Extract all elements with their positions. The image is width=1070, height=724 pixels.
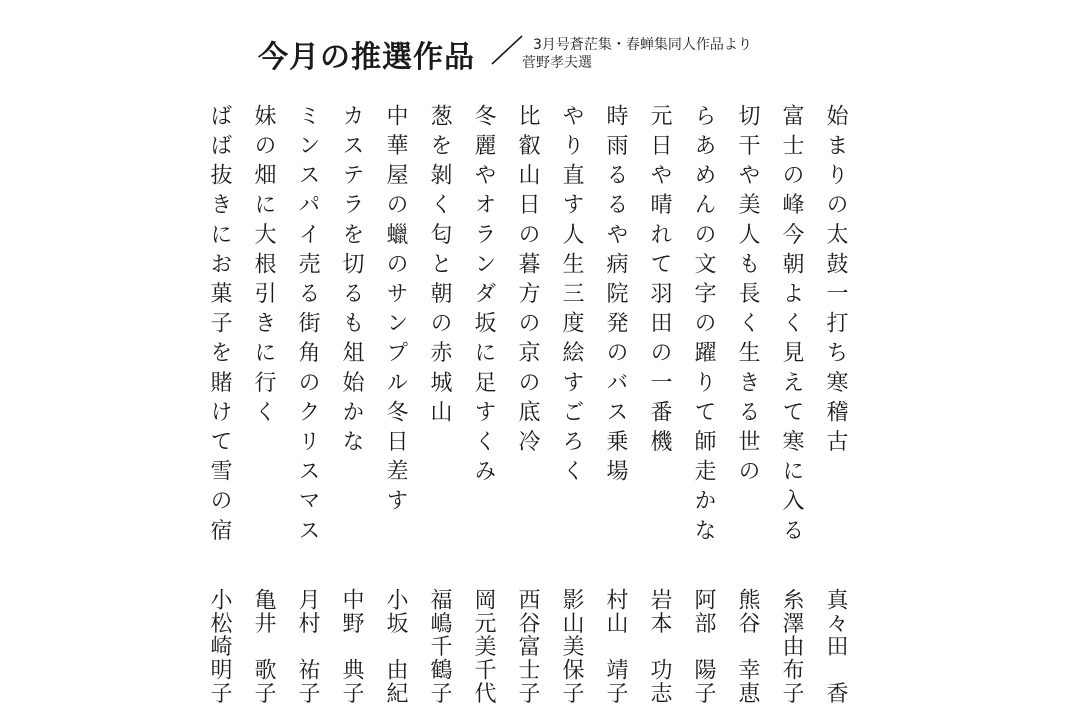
haiku-text: 富士の峰今朝よく見えて寒に入る [779,104,804,548]
haiku-text: 比叡山日の暮方の京の底冷 [515,104,540,460]
author-name: 亀井 歌子 [251,588,276,705]
author-name: 小松崎明子 [207,588,232,705]
author-name: 中野 典子 [339,588,364,705]
source-note: 3月号蒼茫集・春蝉集同人作品より [533,37,752,53]
author-name: 月村 祐子 [295,588,320,705]
page-title: 今月の推選作品 [258,40,475,75]
haiku-text: カステラを切るも俎始かな [339,104,364,460]
author-name: 阿部 陽子 [691,588,716,705]
haiku-text: やり直す人生三度絵すごろく [559,104,584,489]
haiku-text: 時雨るるや病院発のバス乗場 [603,104,628,489]
haiku-text: 葱を剝く匂と朝の赤城山 [427,104,452,430]
haiku-text: らあめんの文字の躍りて師走かな [691,104,716,548]
author-name: 熊谷 幸恵 [735,588,760,705]
haiku-text: 元日や晴れて羽田の一番機 [647,104,672,460]
haiku-text: 妹の畑に大根引きに行く [251,104,276,430]
haiku-text: 始まりの太鼓一打ち寒稽古 [823,104,848,460]
author-name: 影山美保子 [559,588,584,705]
haiku-text: 中華屋の蠟のサンプル冬日差す [383,104,408,519]
author-name: 西谷富士子 [515,588,540,705]
selector-name: 菅野孝夫選 [522,55,592,71]
poem-columns [200,104,850,724]
author-name: 小坂 由紀 [383,588,408,705]
haiku-text: 冬麗やオランダ坂に足すくみ [471,104,496,489]
author-name: 岩本 功志 [647,588,672,705]
slash-divider [490,34,524,66]
author-name: 真々田 香 [823,588,848,705]
author-name: 村山 靖子 [603,588,628,705]
haiku-text: ミンスパイ売る街角のクリスマス [295,104,320,548]
author-name: 糸澤由布子 [779,588,804,705]
haiku-text: ばば抜きにお菓子を賭けて雪の宿 [207,104,232,548]
haiku-text: 切干や美人も長く生きる世の [735,104,760,489]
author-name: 岡元美千代 [471,588,496,705]
author-name: 福嶋千鶴子 [427,588,452,705]
